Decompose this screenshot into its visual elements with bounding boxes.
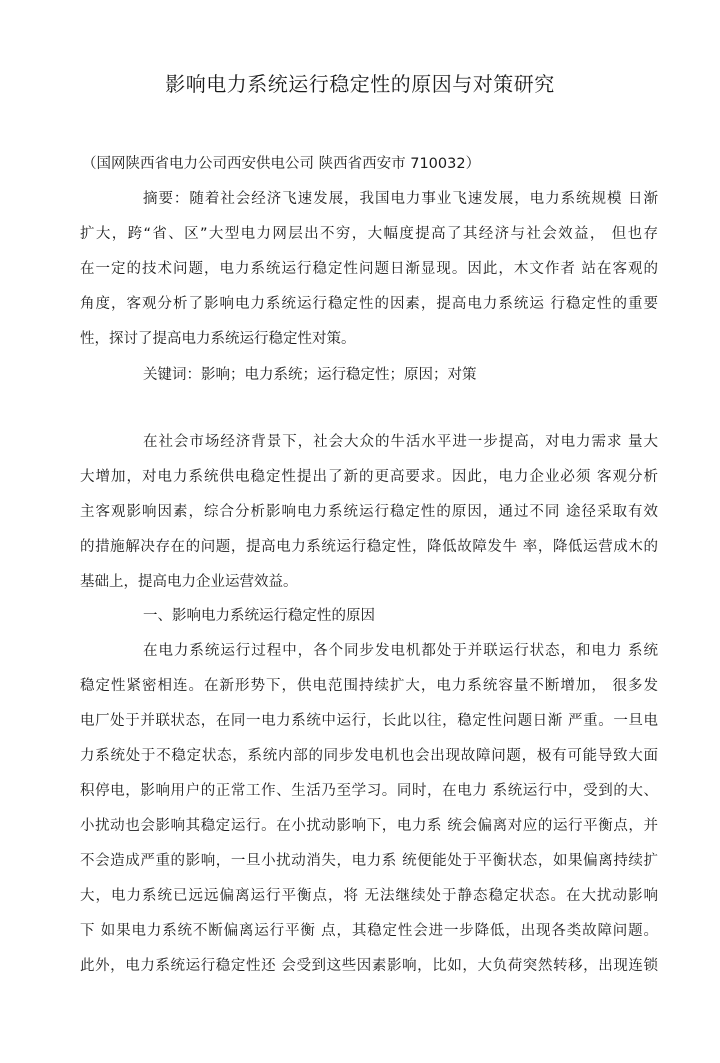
intro-line: 在社会市场经济背景下，社会大众的牛活水平进一步提高，对电力需求 量大 <box>143 434 658 450</box>
intro-line: 主客观影响因素，综合分析影响电力系统运行稳定性的原因，通过不同 途径采取有效 <box>80 504 658 520</box>
section1-line: 力系统处于不稳定状态，系统内部的同步发电机也会出现故障问题，极有可能导致大面 <box>80 748 658 764</box>
abstract-line: 角度，客观分析了影响电力系统运行稳定性的因素，提高电力系统运 行稳定性的重要 <box>80 296 658 312</box>
section1-line: 在电力系统运行过程中，各个同步发电机都处于并联运行状态，和电力 系统 <box>143 643 658 659</box>
section1-line: 积停电，影响用户的正常工作、生活乃至学习。同时，在电力 系统运行中，受到的大、 <box>80 783 658 799</box>
section1-line: 电厂处于并联状态，在同一电力系统中运行，长此以往，稳定性问题日渐 严重。一旦电 <box>80 713 658 729</box>
section1-line: 不会造成严重的影响，一旦小扰动消失，电力系 统便能处于平衡状态，如果偏离持续扩 <box>80 853 658 869</box>
abstract-line: 扩大，跨“省、区”大型电力网层出不穷，大幅度提高了其经济与社会效益， 但也存 <box>80 226 658 242</box>
abstract-line: 性，探讨了提高电力系统运行稳定性对策。 <box>80 331 356 347</box>
section1-line: 此外，电力系统运行稳定性还 会受到这些因素影响，比如，大负荷突然转移，出现连锁 <box>80 958 658 974</box>
section1-line: 小扰动也会影响其稳定运行。在小扰动影响下，电力系 统会偏离对应的运行平衡点，并 <box>80 818 658 834</box>
abstract-line: 摘要：随着社会经济飞速发展，我国电力事业飞速发展，电力系统规模 日渐 <box>143 191 658 207</box>
intro-line: 的措施解决存在的问题，提高电力系统运行稳定性，降低故障发牛 率，降低运营成木的 <box>80 539 658 555</box>
abstract-line: 在一定的技术问题，电力系统运行稳定性问题日渐显现。因此，木文作者 站在客观的 <box>80 261 658 277</box>
document-title: 影响电力系统运行稳定性的原因与对策研究 <box>165 72 555 96</box>
intro-line: 基础上，提高电力企业运营效益。 <box>80 574 298 590</box>
section1-line: 大，电力系统已远远偏离运行平衡点，将 无法继续处于静态稳定状态。在大扰动影响 <box>80 888 658 904</box>
author-affiliation: （国网陕西省电力公司西安供电公司 陕西省西安市 710032） <box>82 156 481 172</box>
section-heading: 一、影响电力系统运行稳定性的原因 <box>143 608 375 624</box>
keywords: 关键词：影响；电力系统；运行稳定性；原因；对策 <box>143 367 477 383</box>
section1-line: 稳定性紧密相连。在新形势下，供电范围持续扩大，电力系统容量不断增加， 很多发 <box>80 678 658 694</box>
intro-line: 大增加，对电力系统供电稳定性提出了新的更高要求。因此，电力企业必须 客观分析 <box>80 469 658 485</box>
section1-line: 下 如果电力系统不断偏离运行平衡 点，其稳定性会进一步降低，出现各类故障问题。 <box>80 923 658 939</box>
